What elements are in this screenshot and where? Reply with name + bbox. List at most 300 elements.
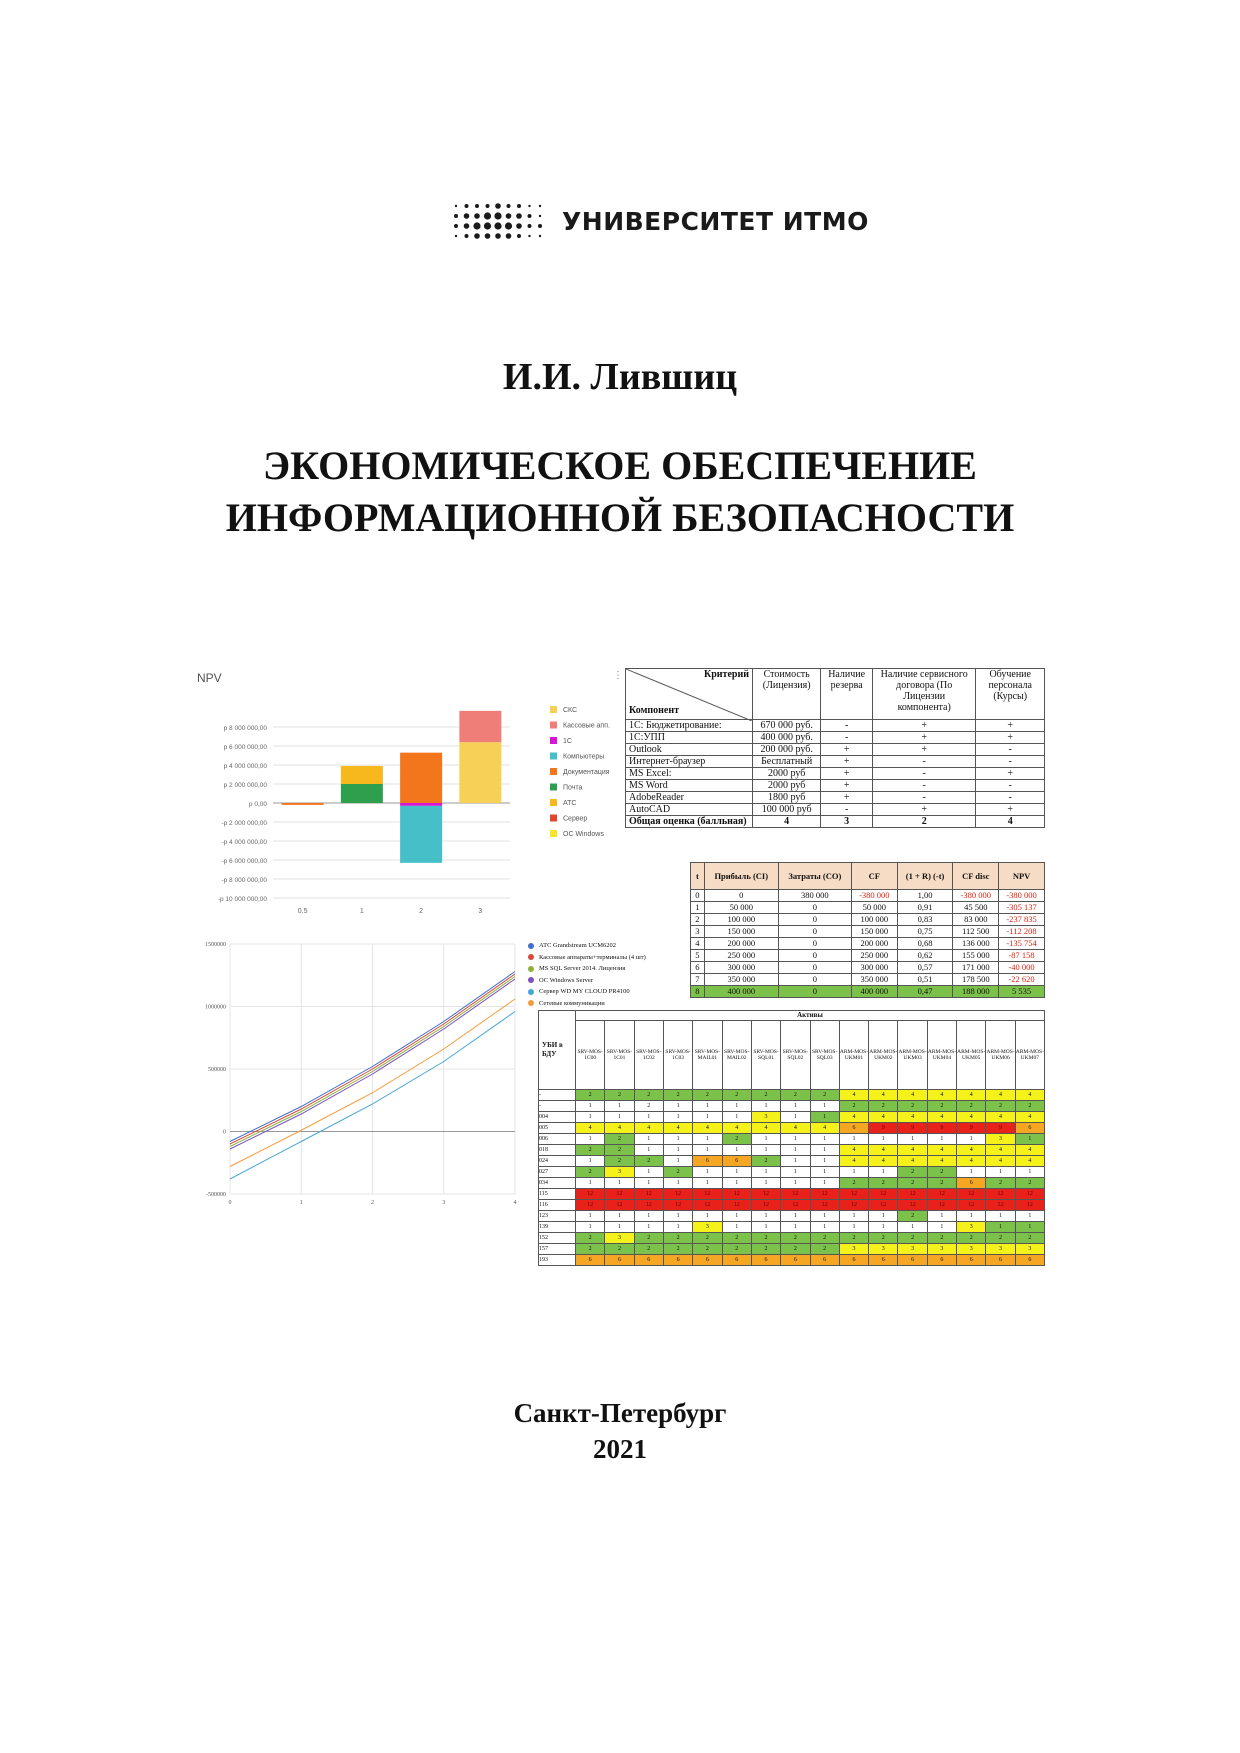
npv-cell: 112 500 — [953, 926, 999, 938]
y-tick-label: 500000 — [208, 1067, 226, 1073]
npv-cell: 0,83 — [897, 914, 953, 926]
npv-cell: -135 754 — [999, 938, 1045, 950]
risk-cell: 1 — [605, 1222, 634, 1233]
risk-row — [539, 1112, 1045, 1123]
legend-swatch — [550, 753, 557, 760]
risk-cell: 2 — [634, 1233, 663, 1244]
npv-head-cell: NPV — [999, 863, 1045, 890]
risk-cell: 1 — [634, 1134, 663, 1145]
risk-cell: 1 — [663, 1178, 692, 1189]
crit-cell: - — [976, 780, 1045, 792]
npv-cell: 150 000 — [704, 926, 778, 938]
risk-cell: 4 — [663, 1123, 692, 1134]
risk-cell: 6 — [1015, 1123, 1044, 1134]
y-tick-label: -р 2 000 000,00 — [221, 820, 267, 827]
risk-cell: 1 — [634, 1222, 663, 1233]
logo-dot — [507, 204, 511, 208]
npv-cell: 188 000 — [953, 986, 999, 998]
risk-cell: 1 — [751, 1101, 780, 1112]
legend-swatch — [550, 830, 557, 837]
risk-cell: 1 — [576, 1134, 605, 1145]
risk-cell: 1 — [810, 1222, 839, 1233]
logo-dot — [528, 224, 532, 228]
crit-corner-cell — [626, 669, 753, 720]
crit-head-criterion: Критерий — [703, 669, 749, 680]
npv-row — [691, 950, 1045, 962]
y-tick-label: р 6 000 000,00 — [223, 744, 267, 751]
crit-cell: + — [821, 744, 873, 756]
risk-cell: 2 — [605, 1145, 634, 1156]
risk-cell: 4 — [927, 1090, 956, 1101]
crit-row — [626, 744, 1045, 756]
risk-threat-id: 157 — [539, 1244, 576, 1255]
logo-dot — [455, 235, 457, 237]
y-tick-label: р 2 000 000,00 — [223, 782, 267, 789]
risk-cell: 2 — [751, 1156, 780, 1167]
risk-cell: 2 — [576, 1145, 605, 1156]
risk-cell: 1 — [781, 1156, 810, 1167]
risk-row — [539, 1167, 1045, 1178]
legend-dot — [528, 977, 534, 983]
risk-cell: 12 — [576, 1189, 605, 1200]
risk-cell: 1 — [576, 1112, 605, 1123]
risk-row — [539, 1134, 1045, 1145]
risk-cell: 6 — [957, 1178, 986, 1189]
risk-cell: 1 — [810, 1112, 839, 1123]
crit-cell: - — [976, 792, 1045, 804]
legend-label: ОС Windows — [563, 831, 604, 838]
risk-cell: 4 — [898, 1090, 927, 1101]
risk-cell: 12 — [781, 1189, 810, 1200]
logo-dot — [528, 235, 530, 237]
x-tick-label: 0 — [228, 1200, 232, 1206]
risk-row — [539, 1090, 1045, 1101]
npv-cell: 0 — [778, 962, 851, 974]
risk-cell: 2 — [986, 1233, 1015, 1244]
npv-cell: 100 000 — [851, 914, 897, 926]
risk-cell: 9 — [898, 1123, 927, 1134]
risk-cell: 1 — [810, 1178, 839, 1189]
risk-cell: 1 — [781, 1178, 810, 1189]
risk-table-wrap — [538, 1010, 1045, 1266]
npv-cell: 1 — [691, 902, 705, 914]
risk-cell: 6 — [693, 1255, 722, 1266]
npv-cell: 50 000 — [704, 902, 778, 914]
risk-cell: 2 — [898, 1233, 927, 1244]
risk-asset-head: SRV-MOS-SQL02 — [781, 1021, 810, 1090]
risk-cell: 1 — [986, 1167, 1015, 1178]
x-tick-label: 1 — [299, 1200, 303, 1206]
logo-dot — [516, 213, 522, 219]
legend-swatch — [550, 737, 557, 744]
npv-cell: 200 000 — [851, 938, 897, 950]
risk-cell: 6 — [693, 1156, 722, 1167]
logo-dot — [473, 222, 480, 229]
risk-cell: 1 — [839, 1134, 868, 1145]
risk-cell: 1 — [751, 1145, 780, 1156]
crit-total-cell: 3 — [821, 816, 873, 828]
risk-asset-head: SRV-MOS-MAIL01 — [693, 1021, 722, 1090]
risk-cell: 4 — [927, 1112, 956, 1123]
university-name: УНИВЕРСИТЕТ ИТМО — [562, 206, 869, 236]
risk-cell: 1 — [576, 1211, 605, 1222]
npv-row — [691, 914, 1045, 926]
crit-cell: - — [872, 792, 975, 804]
npv-cell: 2 — [691, 914, 705, 926]
risk-cell: 2 — [751, 1090, 780, 1101]
crit-cell: - — [976, 756, 1045, 768]
risk-cell: 4 — [1015, 1156, 1044, 1167]
risk-cell: 6 — [927, 1255, 956, 1266]
risk-cell: 2 — [576, 1090, 605, 1101]
npv-row — [691, 986, 1045, 998]
x-tick-label: 4 — [513, 1200, 517, 1206]
risk-cell: 4 — [869, 1145, 898, 1156]
crit-cell: - — [821, 720, 873, 732]
more-menu-icon: ⋮ — [613, 670, 623, 681]
risk-corner: УБИ в БДУ — [539, 1011, 576, 1090]
risk-row — [539, 1145, 1045, 1156]
risk-cell: 1 — [810, 1134, 839, 1145]
logo-dot — [454, 224, 458, 228]
npv-head-cell: (1 + R) (-t) — [897, 863, 953, 890]
npv-cell: 300 000 — [704, 962, 778, 974]
risk-cell: 1 — [781, 1134, 810, 1145]
risk-cell: 12 — [751, 1200, 780, 1211]
risk-cell: 2 — [986, 1101, 1015, 1112]
risk-cell: 4 — [839, 1112, 868, 1123]
risk-cell: 6 — [751, 1255, 780, 1266]
x-tick-label: 1 — [359, 908, 364, 915]
risk-asset-head: SRV-MOS-1C01 — [605, 1021, 634, 1090]
risk-cell: 2 — [634, 1090, 663, 1101]
risk-cell: 6 — [986, 1255, 1015, 1266]
crit-cell: + — [872, 720, 975, 732]
risk-cell: 9 — [869, 1123, 898, 1134]
crit-cell: MS Excel: — [626, 768, 753, 780]
logo-dot — [528, 214, 532, 218]
npv-table-wrap — [690, 862, 1045, 998]
title-line-2: ИНФОРМАЦИОННОЙ БЕЗОПАСНОСТИ — [225, 495, 1015, 540]
risk-cell: 12 — [663, 1200, 692, 1211]
risk-cell: 4 — [1015, 1112, 1044, 1123]
author-name: И.И. Лившиц — [502, 356, 738, 398]
crit-cell: 2000 руб — [753, 768, 821, 780]
risk-row — [539, 1211, 1045, 1222]
npv-cell: 83 000 — [953, 914, 999, 926]
legend-entry — [528, 940, 646, 952]
legend-label: Почта — [563, 784, 583, 792]
logo-dot — [539, 235, 541, 237]
risk-asset-head: ARM-MOS-UKM03 — [898, 1021, 927, 1090]
city: Санкт-Петербург — [513, 1398, 727, 1428]
risk-cell: 6 — [957, 1255, 986, 1266]
npv-head-cell: t — [691, 863, 705, 890]
risk-cell: 1 — [1015, 1134, 1044, 1145]
logo-dot — [528, 205, 530, 207]
risk-cell: 1 — [957, 1211, 986, 1222]
npv-cell: 5 535 — [999, 986, 1045, 998]
crit-total-cell: Общая оценка (балльная) — [626, 816, 753, 828]
itmo-dots-logo-icon — [450, 199, 548, 243]
y-tick-label: р 0,00 — [248, 801, 267, 808]
bar-segment — [459, 711, 501, 742]
npv-cell: 45 500 — [953, 902, 999, 914]
crit-cell: + — [976, 732, 1045, 744]
logo-dot — [506, 213, 512, 219]
risk-cell: 1 — [663, 1222, 692, 1233]
risk-cell: 1 — [693, 1211, 722, 1222]
npv-cell: 0,57 — [897, 962, 953, 974]
risk-cell: 1 — [1015, 1222, 1044, 1233]
risk-cell: 1 — [576, 1156, 605, 1167]
risk-cell: 4 — [986, 1090, 1015, 1101]
npv-cell: 0 — [778, 974, 851, 986]
risk-cell: 4 — [986, 1112, 1015, 1123]
npv-table — [690, 862, 1045, 998]
risk-cell: 12 — [810, 1200, 839, 1211]
risk-cell: 1 — [634, 1145, 663, 1156]
npv-cell: 8 — [691, 986, 705, 998]
risk-row — [539, 1222, 1045, 1233]
risk-cell: 12 — [869, 1200, 898, 1211]
logo-dot — [474, 213, 480, 219]
legend-entry — [528, 998, 646, 1010]
risk-cell: 6 — [869, 1255, 898, 1266]
bar-segment — [341, 766, 383, 784]
risk-cell: 4 — [898, 1156, 927, 1167]
crit-cell: 1С:УПП — [626, 732, 753, 744]
risk-cell: 2 — [898, 1101, 927, 1112]
risk-cell: 1 — [751, 1134, 780, 1145]
npv-row — [691, 902, 1045, 914]
risk-cell: 2 — [693, 1233, 722, 1244]
legend-swatch — [550, 768, 557, 775]
risk-cell: 1 — [722, 1222, 751, 1233]
risk-cell: 2 — [839, 1178, 868, 1189]
risk-asset-head: ARM-MOS-UKM06 — [986, 1021, 1015, 1090]
bar-segment — [400, 803, 442, 806]
risk-cell: 12 — [781, 1200, 810, 1211]
risk-cell: 1 — [869, 1167, 898, 1178]
npv-cell: 350 000 — [704, 974, 778, 986]
risk-asset-head: ARM-MOS-UKM04 — [927, 1021, 956, 1090]
risk-cell: 1 — [722, 1101, 751, 1112]
risk-cell: 1 — [663, 1112, 692, 1123]
risk-cell: 1 — [810, 1156, 839, 1167]
logo-dot — [464, 213, 470, 219]
npv-head-cell: CF — [851, 863, 897, 890]
npv-cell: 0 — [778, 950, 851, 962]
risk-cell: 1 — [781, 1222, 810, 1233]
risk-cell: 12 — [663, 1189, 692, 1200]
risk-cell: 12 — [957, 1189, 986, 1200]
risk-cell: 1 — [576, 1178, 605, 1189]
crit-cell: + — [872, 744, 975, 756]
risk-cell: 3 — [693, 1222, 722, 1233]
risk-cell: 3 — [957, 1244, 986, 1255]
risk-cell: 2 — [898, 1211, 927, 1222]
risk-group-head: Активы — [576, 1011, 1045, 1021]
npv-cell: 150 000 — [851, 926, 897, 938]
npv-cell: 7 — [691, 974, 705, 986]
risk-cell: 4 — [839, 1156, 868, 1167]
risk-cell: 1 — [605, 1101, 634, 1112]
npv-cell: 250 000 — [851, 950, 897, 962]
risk-cell: 1 — [722, 1211, 751, 1222]
risk-cell: 1 — [986, 1222, 1015, 1233]
logo-dot — [465, 234, 469, 238]
bar-segment — [400, 806, 442, 863]
npv-bar-chart — [195, 668, 625, 918]
chart-title: NPV — [197, 671, 222, 685]
legend-label: MS SQL Server 2014. Лицензия — [539, 965, 626, 972]
crit-cell: + — [821, 756, 873, 768]
risk-cell: 1 — [927, 1211, 956, 1222]
risk-asset-head: SRV-MOS-1C03 — [663, 1021, 692, 1090]
risk-cell: 3 — [898, 1244, 927, 1255]
risk-cell: 2 — [957, 1233, 986, 1244]
risk-cell: 2 — [810, 1233, 839, 1244]
risk-cell: 3 — [957, 1222, 986, 1233]
risk-cell: 4 — [839, 1145, 868, 1156]
logo-dot — [475, 204, 479, 208]
risk-cell: 1 — [751, 1167, 780, 1178]
risk-cell: 3 — [605, 1233, 634, 1244]
npv-head-cell: CF disc — [953, 863, 999, 890]
risk-cell: 2 — [576, 1167, 605, 1178]
risk-threat-id: 005 — [539, 1123, 576, 1134]
crit-row — [626, 804, 1045, 816]
risk-cell: 2 — [869, 1178, 898, 1189]
risk-threat-id: 018 — [539, 1145, 576, 1156]
risk-threat-id: 006 — [539, 1134, 576, 1145]
risk-cell: 2 — [605, 1156, 634, 1167]
legend-label: СКС — [563, 707, 578, 714]
risk-cell: 2 — [634, 1244, 663, 1255]
risk-cell: 2 — [693, 1090, 722, 1101]
risk-cell: 12 — [810, 1189, 839, 1200]
risk-cell: 2 — [576, 1233, 605, 1244]
risk-cell: 1 — [751, 1178, 780, 1189]
legend-dot — [528, 1000, 534, 1006]
risk-cell: 1 — [839, 1222, 868, 1233]
risk-cell: 4 — [957, 1156, 986, 1167]
risk-cell: 1 — [722, 1112, 751, 1123]
logo-dot — [474, 233, 480, 239]
y-tick-label: 0 — [223, 1129, 226, 1136]
legend-label: 1С — [563, 738, 572, 745]
risk-cell: 4 — [1015, 1090, 1044, 1101]
risk-cell: 2 — [781, 1233, 810, 1244]
npv-row — [691, 890, 1045, 902]
legend-dot — [528, 943, 534, 949]
risk-cell: 1 — [869, 1222, 898, 1233]
legend-swatch — [550, 815, 557, 822]
crit-head-training: Обучение персонала (Курсы) — [976, 669, 1045, 720]
risk-cell: 1 — [634, 1178, 663, 1189]
risk-row — [539, 1156, 1045, 1167]
npv-cell: -112 208 — [999, 926, 1045, 938]
risk-threat-id: - — [539, 1101, 576, 1112]
criteria-table-wrap — [625, 668, 1045, 828]
risk-cell: 1 — [869, 1211, 898, 1222]
risk-table — [538, 1010, 1045, 1266]
risk-cell: 1 — [1015, 1167, 1044, 1178]
crit-cell: Outlook — [626, 744, 753, 756]
risk-cell: 3 — [986, 1134, 1015, 1145]
risk-cell: 6 — [634, 1255, 663, 1266]
logo-dot — [464, 223, 470, 229]
risk-asset-head: SRV-MOS-1C00 — [576, 1021, 605, 1090]
crit-row — [626, 780, 1045, 792]
risk-threat-id: 152 — [539, 1233, 576, 1244]
logo-dot — [495, 233, 501, 239]
crit-cell: Бесплатный — [753, 756, 821, 768]
crit-cell: MS Word — [626, 780, 753, 792]
crit-cell: + — [976, 804, 1045, 816]
risk-threat-id: 139 — [539, 1222, 576, 1233]
risk-cell: 4 — [927, 1156, 956, 1167]
risk-cell: 1 — [810, 1145, 839, 1156]
crit-row — [626, 732, 1045, 744]
npv-cell: 0 — [691, 890, 705, 902]
crit-head-service: Наличие сервисного договора (По Лицензии компонента) — [872, 669, 975, 720]
risk-cell: 1 — [810, 1167, 839, 1178]
crit-cell: 2000 руб — [753, 780, 821, 792]
risk-cell: 12 — [634, 1189, 663, 1200]
risk-cell: 1 — [605, 1211, 634, 1222]
risk-cell: 2 — [927, 1233, 956, 1244]
legend-label: Кассовые апп. — [563, 722, 610, 730]
risk-cell: 12 — [869, 1189, 898, 1200]
npv-cell: 400 000 — [704, 986, 778, 998]
risk-cell: 2 — [927, 1178, 956, 1189]
crit-cell: 1С: Бюджетирование: — [626, 720, 753, 732]
risk-cell: 2 — [1015, 1101, 1044, 1112]
risk-cell: 12 — [927, 1200, 956, 1211]
npv-head-cell: Прибыль (CI) — [704, 863, 778, 890]
npv-cell: 1,00 — [897, 890, 953, 902]
crit-cell: + — [872, 804, 975, 816]
risk-cell: 2 — [839, 1101, 868, 1112]
risk-row — [539, 1189, 1045, 1200]
legend-entry — [528, 952, 646, 964]
risk-row — [539, 1123, 1045, 1134]
risk-cell: 1 — [1015, 1211, 1044, 1222]
risk-cell: 1 — [898, 1222, 927, 1233]
risk-cell: 4 — [693, 1123, 722, 1134]
logo-dot — [454, 214, 458, 218]
risk-cell: 6 — [663, 1255, 692, 1266]
risk-cell: 1 — [693, 1178, 722, 1189]
legend-dot — [528, 954, 534, 960]
legend-entry — [528, 963, 646, 975]
logo-dot — [517, 234, 521, 238]
npv-cell: 0,75 — [897, 926, 953, 938]
npv-row — [691, 974, 1045, 986]
npv-cell: 250 000 — [704, 950, 778, 962]
risk-row — [539, 1200, 1045, 1211]
y-tick-label: -р 8 000 000,00 — [221, 877, 267, 884]
risk-cell: 2 — [663, 1090, 692, 1101]
risk-cell: 2 — [663, 1244, 692, 1255]
logo-dot — [539, 205, 541, 207]
crit-cell: - — [872, 768, 975, 780]
npv-cell: 5 — [691, 950, 705, 962]
book-title — [0, 440, 1240, 544]
risk-cell: 12 — [576, 1200, 605, 1211]
